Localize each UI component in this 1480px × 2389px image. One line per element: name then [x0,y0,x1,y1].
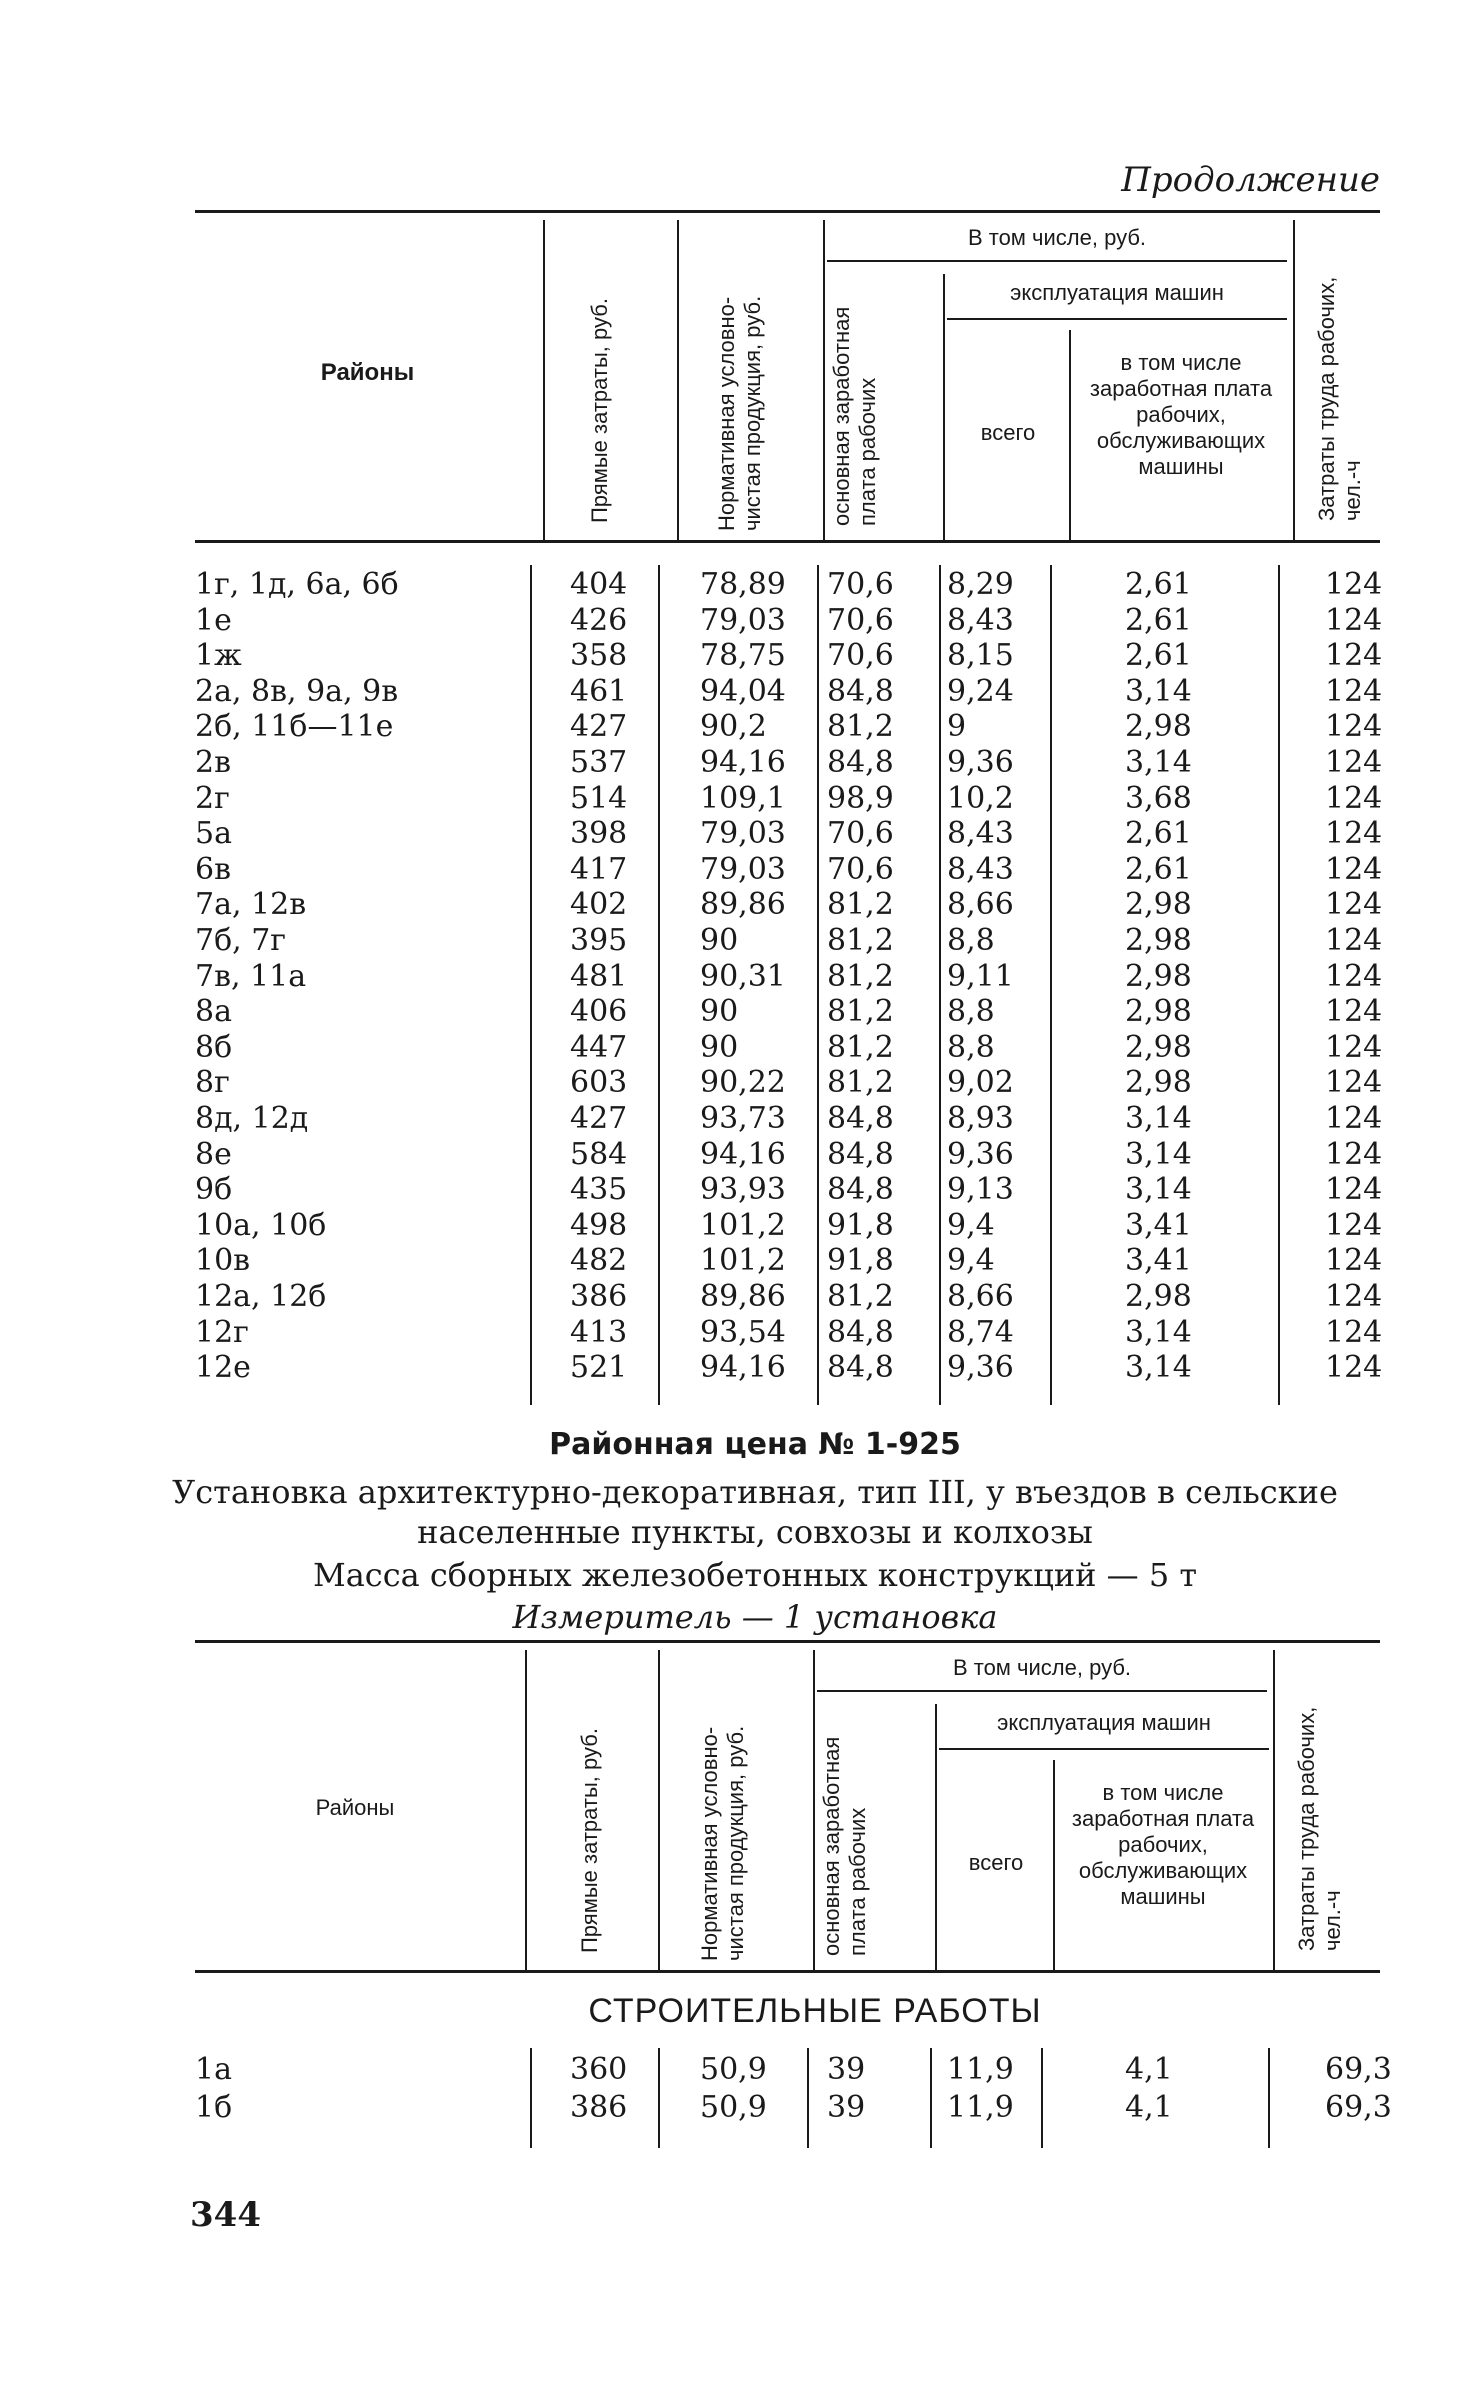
direct-cost-cell: 413 [570,1314,628,1350]
wage-cell: 70,6 [827,816,894,852]
header-machines: эксплуатация машин [997,1710,1211,1735]
direct-cost-cell: 537 [570,745,628,780]
table-row [195,673,1383,710]
machines-rule [947,318,1287,320]
table-top-rule [195,210,1380,213]
machines-wage-cell: 2,98 [1125,887,1192,923]
table-row [195,602,1383,639]
header-districts: Районы [315,1795,395,1820]
direct-cost-cell: 398 [570,816,628,852]
table-row [195,1172,1383,1208]
machines-wage-cell: 3,14 [1125,1136,1192,1172]
direct-cost-cell: 404 [570,567,628,602]
table-row [195,958,1383,995]
table-row [195,1029,1383,1066]
district-cell: 2в [195,745,231,780]
labor-cell: 124 [1325,673,1383,709]
district-cell: 8д, 12д [195,1101,309,1136]
header-direct: Прямые затраты, руб. [587,298,612,523]
table-row [195,851,1383,888]
machines-total-cell: 8,43 [947,851,1014,887]
table-2 [195,1640,1392,2160]
table-row [195,923,1383,959]
district-cell: 8г [195,1065,230,1101]
district-cell: 2г [195,780,230,816]
wage-cell: 91,8 [827,1243,894,1279]
machines-total-cell: 8,29 [947,567,1014,602]
wage-cell: 91,8 [827,1207,894,1243]
header-labor: Затраты труда рабочих, чел.-ч [1294,1706,1345,1951]
col-divider [1053,1760,1055,1970]
normative-cell: 78,89 [700,567,786,602]
machines-total-cell: 9,4 [947,1207,995,1243]
header-including: В том числе, руб. [967,225,1147,250]
page-number: 344 [190,2195,261,2235]
direct-cost-cell: 386 [570,1279,628,1314]
header-total: всего [980,420,1036,445]
header-normative: Нормативная условно-чистая продукция, руб. [697,1725,748,1961]
table-row [195,816,1383,852]
machines-wage-cell: 2,98 [1125,994,1192,1030]
machines-rule [939,1748,1269,1750]
district-cell: 10в [195,1243,251,1279]
col-divider [1293,220,1295,540]
wage-cell: 81,2 [827,1065,894,1101]
header-direct: Прямые затраты, руб. [577,1728,602,1953]
machines-wage-cell: 2,98 [1125,1029,1192,1065]
labor-cell: 124 [1325,1207,1383,1243]
header-districts: Районы [320,359,415,386]
machines-total-cell: 9,11 [947,958,1014,994]
district-cell: 7а, 12в [195,887,307,923]
wage-cell: 84,8 [827,1314,894,1350]
price-title: Районная цена № 1-925 [549,1427,961,1462]
normative-cell: 78,75 [700,638,786,674]
table-row [195,745,1383,781]
machines-wage-cell: 2,98 [1125,709,1192,745]
labor-cell: 69,3 [1325,2090,1392,2125]
wage-cell: 81,2 [827,1029,894,1065]
col-divider [525,1650,527,1970]
labor-cell: 124 [1325,1350,1383,1386]
normative-cell: 89,86 [700,1279,786,1314]
direct-cost-cell: 417 [570,851,628,887]
col-divider [813,1650,815,1970]
machines-wage-cell: 4,1 [1125,2052,1173,2087]
normative-cell: 109,1 [700,780,786,816]
labor-cell: 124 [1325,745,1383,780]
col-divider [823,220,825,540]
labor-cell: 124 [1325,780,1383,816]
labor-cell: 124 [1325,1314,1383,1350]
district-cell: 5а [195,816,232,852]
measure-line: Измеритель — 1 установка [512,1598,998,1636]
direct-cost-cell: 360 [570,2052,628,2087]
machines-wage-cell: 2,61 [1125,851,1192,887]
machines-wage-cell: 2,98 [1125,958,1192,994]
machines-wage-cell: 3,68 [1125,780,1192,816]
header-bottom-rule [195,540,1380,543]
wage-cell: 98,9 [827,780,894,816]
machines-total-cell: 9,36 [947,745,1014,780]
direct-cost-cell: 427 [570,1101,628,1136]
direct-cost-cell: 358 [570,638,628,674]
machines-total-cell: 8,93 [947,1101,1014,1136]
table-row [195,994,1383,1030]
machines-total-cell: 8,43 [947,816,1014,852]
table-row [195,638,1383,674]
direct-cost-cell: 406 [570,994,628,1030]
table-row [195,567,1383,603]
labor-cell: 124 [1325,958,1383,994]
labor-cell: 69,3 [1325,2052,1392,2087]
direct-cost-cell: 447 [570,1029,628,1065]
normative-cell: 79,03 [700,816,786,852]
machines-total-cell: 10,2 [947,780,1014,816]
continuation-label: Продолжение [1121,160,1380,200]
col-divider [543,220,545,540]
district-cell: 1а [195,2052,232,2087]
district-cell: 9б [195,1172,233,1208]
machines-wage-cell: 3,14 [1125,1314,1192,1350]
header-wage: основная заработная плата рабочих [829,306,880,526]
labor-cell: 124 [1325,1136,1383,1172]
machines-wage-cell: 2,98 [1125,1065,1192,1101]
machines-total-cell: 9,02 [947,1065,1014,1101]
normative-cell: 93,93 [700,1172,786,1208]
machines-total-cell: 8,66 [947,1279,1014,1314]
wage-cell: 81,2 [827,958,894,994]
direct-cost-cell: 481 [570,958,628,994]
header-wage: основная заработная плата рабочих [819,1736,870,1956]
machines-total-cell: 11,9 [947,2052,1014,2087]
table-row [195,1243,1383,1279]
normative-cell: 89,86 [700,887,786,923]
direct-cost-cell: 482 [570,1243,628,1279]
wage-cell: 70,6 [827,567,894,602]
machines-wage-cell: 2,61 [1125,638,1192,674]
direct-cost-cell: 386 [570,2090,628,2125]
normative-cell: 50,9 [700,2090,767,2125]
description: Установка архитектурно-декоративная, тип III, у въездов в сельские населенные пункты, совхозы и колхозы [172,1473,1338,1551]
district-cell: 1б [195,2090,233,2125]
district-cell: 1е [195,602,232,638]
labor-cell: 124 [1325,994,1383,1030]
machines-total-cell: 9,4 [947,1243,995,1279]
labor-cell: 124 [1325,1172,1383,1208]
machines-wage-cell: 3,14 [1125,1350,1192,1386]
header-labor: Затраты труда рабочих, чел.-ч [1314,276,1365,521]
table-row [195,709,1383,745]
header-total: всего [968,1850,1024,1875]
machines-wage-cell: 4,1 [1125,2090,1173,2125]
header-including: В том числе, руб. [952,1655,1132,1680]
labor-cell: 124 [1325,1101,1383,1136]
district-cell: 7б, 7г [195,923,287,958]
labor-cell: 124 [1325,602,1383,638]
col-divider [677,220,679,540]
labor-cell: 124 [1325,1065,1383,1101]
wage-cell: 81,2 [827,887,894,923]
machines-total-cell: 8,74 [947,1314,1014,1350]
header-bottom-rule [195,1970,1380,1973]
normative-cell: 94,04 [700,673,786,709]
machines-wage-cell: 3,41 [1125,1243,1192,1279]
mass-line: Масса сборных железобетонных конструкций — 5 т [312,1556,1198,1594]
direct-cost-cell: 435 [570,1172,628,1208]
labor-cell: 124 [1325,1243,1383,1279]
machines-total-cell: 9,36 [947,1136,1014,1172]
col-divider [943,274,945,540]
table-row [195,2052,1392,2088]
labor-cell: 124 [1325,851,1383,887]
table-row [195,1279,1383,1315]
wage-cell: 70,6 [827,638,894,674]
including-rule [817,1690,1267,1692]
wage-cell: 84,8 [827,1350,894,1386]
labor-cell: 124 [1325,816,1383,852]
machines-total-cell: 9 [947,709,967,745]
table-row [195,780,1383,817]
col-divider [658,1650,660,1970]
wage-cell: 84,8 [827,745,894,780]
machines-total-cell: 8,8 [947,994,995,1030]
col-divider [1069,330,1071,540]
direct-cost-cell: 395 [570,923,628,958]
machines-wage-cell: 2,61 [1125,602,1192,638]
table-row [195,1350,1383,1386]
direct-cost-cell: 461 [570,673,628,709]
wage-cell: 39 [827,2052,866,2087]
wage-cell: 81,2 [827,709,894,745]
header-incl-wage: в том числе заработная плата рабочих, обслуживающих машины [1089,350,1273,479]
labor-cell: 124 [1325,887,1383,923]
machines-total-cell: 9,13 [947,1172,1014,1208]
normative-cell: 90,31 [700,958,786,994]
direct-cost-cell: 427 [570,709,628,745]
machines-total-cell: 8,15 [947,638,1014,674]
wage-cell: 84,8 [827,1136,894,1172]
table-1 [195,210,1383,1410]
machines-total-cell: 11,9 [947,2090,1014,2125]
district-cell: 12г [195,1314,249,1350]
machines-wage-cell: 2,61 [1125,567,1192,602]
normative-cell: 90 [700,994,739,1030]
district-cell: 1ж [195,638,242,674]
section-title: СТРОИТЕЛЬНЫЕ РАБОТЫ [588,1992,1042,2030]
labor-cell: 124 [1325,1279,1383,1314]
district-cell: 2а, 8в, 9а, 9в [195,673,399,709]
direct-cost-cell: 514 [570,780,628,816]
including-rule [827,260,1287,262]
district-cell: 12а, 12б [195,1279,327,1314]
machines-wage-cell: 2,61 [1125,816,1192,852]
district-cell: 10а, 10б [195,1207,327,1243]
machines-total-cell: 8,43 [947,602,1014,638]
labor-cell: 124 [1325,638,1383,674]
machines-wage-cell: 2,98 [1125,923,1192,958]
district-cell: 6в [195,851,231,887]
machines-wage-cell: 3,14 [1125,1172,1192,1208]
labor-cell: 124 [1325,923,1383,958]
normative-cell: 93,73 [700,1101,786,1136]
header-normative: Нормативная условно-чистая продукция, руб. [714,295,765,531]
wage-cell: 84,8 [827,1101,894,1136]
table-row [195,1314,1383,1351]
wage-cell: 81,2 [827,994,894,1030]
normative-cell: 79,03 [700,851,786,887]
normative-cell: 94,16 [700,1136,786,1172]
machines-total-cell: 8,66 [947,887,1014,923]
wage-cell: 84,8 [827,1172,894,1208]
district-cell: 8е [195,1136,232,1172]
machines-total-cell: 9,24 [947,673,1014,709]
normative-cell: 50,9 [700,2052,767,2087]
direct-cost-cell: 498 [570,1207,628,1243]
machines-total-cell: 9,36 [947,1350,1014,1386]
labor-cell: 124 [1325,567,1383,602]
header-incl-wage: в том числе заработная плата рабочих, обслуживающих машины [1071,1780,1255,1909]
table-row [195,1101,1383,1137]
wage-cell: 39 [827,2090,866,2125]
machines-wage-cell: 2,98 [1125,1279,1192,1314]
district-cell: 7в, 11а [195,958,307,994]
machines-wage-cell: 3,14 [1125,673,1192,709]
table-row [195,1065,1383,1101]
district-cell: 8б [195,1029,233,1065]
district-cell: 12е [195,1350,251,1386]
direct-cost-cell: 603 [570,1065,628,1101]
labor-cell: 124 [1325,709,1383,745]
col-divider [935,1704,937,1970]
wage-cell: 70,6 [827,851,894,887]
table-row [195,1207,1383,1244]
normative-cell: 101,2 [700,1243,786,1279]
col-divider [1273,1650,1275,1970]
table-row [195,1136,1383,1173]
machines-total-cell: 8,8 [947,923,995,958]
district-cell: 8а [195,994,232,1030]
normative-cell: 90,22 [700,1065,786,1101]
normative-cell: 93,54 [700,1314,786,1350]
normative-cell: 94,16 [700,1350,786,1386]
header-machines: эксплуатация машин [1010,280,1224,305]
direct-cost-cell: 584 [570,1136,628,1172]
wage-cell: 81,2 [827,923,894,958]
direct-cost-cell: 521 [570,1350,628,1386]
normative-cell: 101,2 [700,1207,786,1243]
machines-wage-cell: 3,14 [1125,1101,1192,1136]
direct-cost-cell: 426 [570,602,628,638]
table-top-rule [195,1640,1380,1643]
normative-cell: 94,16 [700,745,786,780]
normative-cell: 90,2 [700,709,767,745]
normative-cell: 90 [700,923,739,958]
district-cell: 1г, 1д, 6а, 6б [195,567,399,602]
machines-total-cell: 8,8 [947,1029,995,1065]
wage-cell: 84,8 [827,673,894,709]
table-row [195,2090,1392,2126]
direct-cost-cell: 402 [570,887,628,923]
wage-cell: 81,2 [827,1279,894,1314]
labor-cell: 124 [1325,1029,1383,1065]
wage-cell: 70,6 [827,602,894,638]
district-cell: 2б, 11б—11е [195,709,394,745]
normative-cell: 79,03 [700,602,786,638]
table-row [195,887,1383,923]
machines-wage-cell: 3,14 [1125,745,1192,780]
normative-cell: 90 [700,1029,739,1065]
machines-wage-cell: 3,41 [1125,1207,1192,1243]
